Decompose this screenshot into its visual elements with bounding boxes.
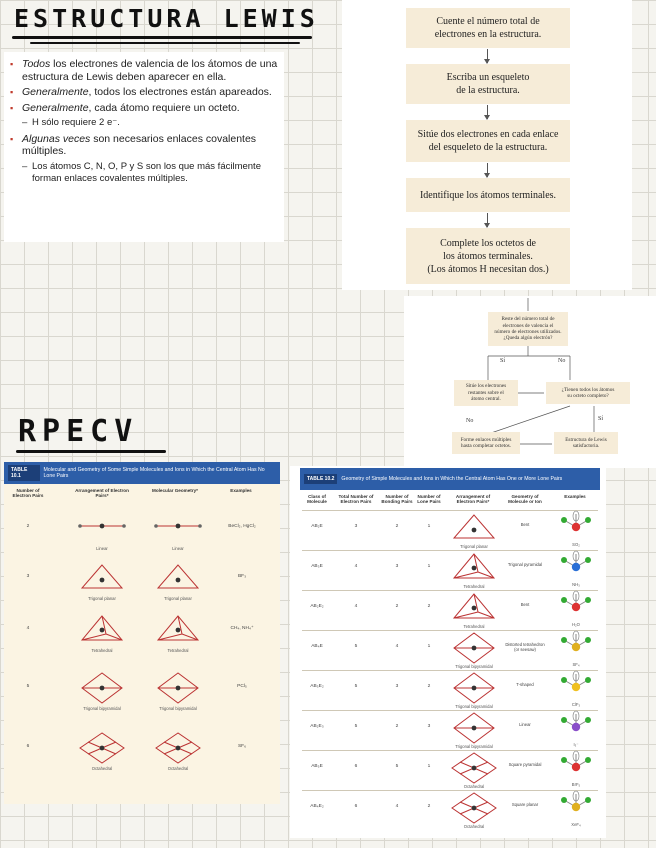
arrangement-label: Octahedral	[463, 784, 485, 789]
class-of-molecule: AB₄E	[311, 644, 323, 649]
column-header: Geometry of Molecule or Ion	[508, 494, 542, 505]
row-divider	[302, 550, 598, 551]
lone-pairs: 1	[427, 644, 431, 649]
lewis-rule-item	[22, 102, 278, 115]
geometry-label: Trigonal planar	[164, 596, 192, 601]
title-underline	[16, 450, 166, 453]
rule-emphasis: Generalmente	[22, 86, 89, 98]
example-formula: XeF₄	[571, 822, 581, 827]
rule-text: los electrones de valencia de los átomos de una estructura de Lewis deben aparecer en ella.	[22, 58, 278, 83]
lewis-rule-item	[22, 58, 278, 83]
lewis-rule-item	[22, 86, 278, 99]
geometry-label: Trigonal pyramidal	[507, 562, 543, 567]
total-pairs: 6	[354, 764, 358, 769]
geometry-diagram-icon	[446, 592, 502, 624]
column-header: Arrangement of Electron Pairs*	[455, 494, 491, 505]
rule-emphasis: Algunas veces	[22, 132, 91, 145]
geometry-diagram-icon	[150, 562, 206, 594]
lewis-rules-card	[4, 52, 284, 242]
rule-text: , todos los electrones están apareados.	[88, 86, 272, 98]
arrangement-label: Trigonal planar	[460, 544, 488, 549]
flow-bottom-right-box: Estructura de Lewis satisfactoria.	[554, 432, 618, 454]
flow-arrow	[487, 49, 488, 63]
ball-and-stick-model-icon	[556, 550, 596, 584]
geometry-diagram-icon	[446, 792, 502, 824]
pair-count: 5	[26, 684, 30, 689]
geometry-label: Square pyramidal	[508, 762, 542, 767]
bonding-pairs: 4	[395, 804, 399, 809]
geometry-label: Trigonal bipyramidal	[159, 706, 197, 711]
bonding-pairs: 2	[395, 524, 399, 529]
geometry-diagram-icon	[446, 512, 502, 544]
column-header: Number of Bonding Pairs	[381, 494, 413, 505]
arrangement-label: Octahedral	[463, 824, 485, 829]
geometry-diagram-icon	[446, 712, 502, 744]
row-divider	[302, 510, 598, 511]
flow-step: Sitúe dos electrones en cada enlace del esqueleto de la estructura.	[406, 120, 570, 162]
column-header: Number of Lone Pairs	[417, 494, 441, 505]
total-pairs: 4	[354, 564, 358, 569]
table-title: Molecular and Geometry of Some Simple Molecules and Ions in Which the Central Atom Has No Lone Pairs	[43, 466, 265, 479]
total-pairs: 5	[354, 684, 358, 689]
flow-label-no: No	[466, 418, 474, 424]
lone-pairs: 2	[427, 604, 431, 609]
class-of-molecule: AB₂E₂	[310, 604, 324, 609]
rule-text: , cada átomo requiere un octeto.	[88, 101, 240, 114]
row-divider	[302, 750, 598, 751]
table-header-bar	[300, 468, 600, 490]
column-header: Molecular Geometry*	[152, 488, 198, 493]
geometry-label: Tetrahedral	[167, 648, 189, 653]
flow-left-box: Sitúe los electrones restantes sobre el átomo central.	[454, 380, 518, 406]
geometry-diagram-icon	[74, 672, 130, 704]
total-pairs: 3	[354, 524, 358, 529]
ball-and-stick-model-icon	[556, 750, 596, 784]
lone-pairs: 1	[427, 564, 431, 569]
column-header: Examples	[230, 488, 252, 493]
bonding-pairs: 3	[395, 684, 399, 689]
geometry-label: Bent	[520, 602, 530, 607]
arrangement-label: Linear	[96, 546, 108, 551]
geometry-diagram-icon	[446, 552, 502, 584]
rule-emphasis: Generalmente	[22, 101, 89, 114]
flow-question-box: Reste del número total de electrones de valencia el número de electrones utilizados. ¿Queda algún electrón?	[488, 312, 568, 346]
flow-arrow	[487, 163, 488, 177]
arrangement-label: Trigonal bipyramidal	[83, 706, 121, 711]
flow-arrow	[487, 105, 488, 119]
ball-and-stick-model-icon	[556, 670, 596, 704]
lewis-flowchart	[342, 0, 632, 290]
column-header: Total Number of Electron Pairs	[338, 494, 374, 505]
class-of-molecule: AB₃E₂	[310, 684, 324, 689]
geometry-label: Linear	[519, 722, 531, 727]
example-formula: H₂O	[572, 622, 580, 627]
example-formula: ClF₃	[571, 702, 581, 707]
lewis-rule-item	[22, 133, 278, 158]
ball-and-stick-model-icon	[556, 710, 596, 744]
examples: BF₃	[237, 574, 247, 579]
row-divider	[302, 790, 598, 791]
flow-bottom-left-box: Forme enlaces múltiples hasta completar octetos.	[452, 432, 520, 454]
bonding-pairs: 2	[395, 604, 399, 609]
class-of-molecule: AB₅E	[311, 764, 323, 769]
class-of-molecule: AB₂E₃	[310, 724, 324, 729]
row-divider	[302, 710, 598, 711]
total-pairs: 5	[354, 724, 358, 729]
geometry-label: Bent	[520, 522, 530, 527]
lone-pairs: 1	[427, 524, 431, 529]
geometry-diagram-icon	[74, 732, 130, 764]
lone-pairs: 2	[427, 804, 431, 809]
class-of-molecule: AB₃E	[311, 564, 323, 569]
lewis-rule-item	[32, 117, 278, 130]
class-of-molecule: AB₄E₂	[310, 804, 324, 809]
geometry-diagram-icon	[150, 512, 206, 544]
arrangement-label: Tetrahedral	[463, 584, 485, 589]
geometry-diagram-icon	[446, 632, 502, 664]
examples: SF₆	[237, 744, 247, 749]
title-underline	[12, 36, 312, 39]
flow-step: Escriba un esqueleto de la estructura.	[406, 64, 570, 104]
arrangement-label: Octahedral	[91, 766, 113, 771]
title-estructura-lewis: ESTRUCTURA LEWIS	[14, 4, 319, 33]
rule-text: H sólo requiere 2 e⁻.	[32, 117, 120, 128]
title-underline	[30, 42, 300, 44]
flow-label-no: No	[558, 358, 566, 364]
total-pairs: 5	[354, 644, 358, 649]
geometry-diagram-icon	[74, 614, 130, 646]
arrangement-label: Tetrahedral	[463, 624, 485, 629]
lewis-rule-item	[32, 161, 278, 186]
pair-count: 4	[26, 626, 30, 631]
pair-count: 6	[26, 744, 30, 749]
arrangement-label: Trigonal bipyramidal	[455, 704, 493, 709]
lewis-rules-list	[4, 58, 284, 186]
lewis-decision-flowchart	[404, 296, 656, 468]
arrangement-label: Trigonal planar	[88, 596, 116, 601]
geometry-diagram-icon	[150, 672, 206, 704]
arrangement-label: Tetrahedral	[91, 648, 113, 653]
example-formula: I₃⁻	[573, 742, 579, 747]
total-pairs: 4	[354, 604, 358, 609]
table-tag: TABLE 10.2	[304, 474, 337, 484]
rule-text: Los átomos C, N, O, P y S son los que más fácilmente forman enlaces covalentes múltiples.	[32, 160, 261, 184]
row-divider	[302, 670, 598, 671]
geometry-label: Square planar	[511, 802, 539, 807]
rule-emphasis: Todos	[22, 58, 51, 70]
total-pairs: 6	[354, 804, 358, 809]
flow-step: Cuente el número total de electrones en la estructura.	[406, 8, 570, 48]
flow-label-yes: Sí	[500, 358, 506, 364]
ball-and-stick-model-icon	[556, 630, 596, 664]
bonding-pairs: 5	[395, 764, 399, 769]
flow-right-box: ¿Tienen todos los átomos su octeto completo?	[546, 382, 630, 404]
examples: BeCl₂, HgCl₂	[228, 524, 256, 529]
title-rpecv: RPECV	[18, 414, 139, 449]
geometry-diagram-icon	[446, 672, 502, 704]
flow-arrow	[487, 213, 488, 227]
column-header: Examples	[564, 494, 586, 499]
geometry-label: Distorted tetrahedron (or seesaw)	[505, 642, 545, 652]
lone-pairs: 1	[427, 764, 431, 769]
examples: CH₄, NH₄⁺	[230, 626, 254, 631]
table-10-2	[290, 466, 606, 838]
table-header-bar	[4, 462, 280, 484]
example-formula: NH₃	[572, 582, 580, 587]
table-title: Geometry of Simple Molecules and Ions in Which the Central Atom Has One or More Lone Pairs	[341, 475, 563, 482]
column-header: Class of Molecule	[307, 494, 327, 505]
geometry-label: Linear	[172, 546, 184, 551]
examples: PCl₅	[237, 684, 247, 689]
arrangement-label: Trigonal bipyramidal	[455, 664, 493, 669]
geometry-diagram-icon	[446, 752, 502, 784]
table-10-1	[4, 462, 280, 804]
geometry-diagram-icon	[74, 512, 130, 544]
arrangement-label: Trigonal bipyramidal	[455, 744, 493, 749]
lone-pairs: 2	[427, 684, 431, 689]
bonding-pairs: 4	[395, 644, 399, 649]
ball-and-stick-model-icon	[556, 790, 596, 824]
column-header: Arrangement of Electron Pairs*	[75, 488, 129, 499]
ball-and-stick-model-icon	[556, 510, 596, 544]
rule-text: son necesarios enlaces covalentes múltiples.	[22, 132, 257, 157]
geometry-diagram-icon	[150, 614, 206, 646]
geometry-diagram-icon	[150, 732, 206, 764]
example-formula: SO₂	[572, 542, 580, 547]
row-divider	[302, 590, 598, 591]
class-of-molecule: AB₂E	[311, 524, 323, 529]
example-formula: SF₄	[572, 662, 580, 667]
pair-count: 2	[26, 524, 30, 529]
geometry-diagram-icon	[74, 562, 130, 594]
table-tag: TABLE 10.1	[8, 465, 40, 481]
example-formula: BrF₅	[571, 782, 581, 787]
column-header: Number of Electron Pairs	[12, 488, 44, 499]
flow-label-yes: Sí	[598, 416, 604, 422]
ball-and-stick-model-icon	[556, 590, 596, 624]
pair-count: 3	[26, 574, 30, 579]
geometry-label: T-shaped	[516, 682, 534, 687]
bonding-pairs: 2	[395, 724, 399, 729]
bonding-pairs: 3	[395, 564, 399, 569]
flow-step: Complete los octetos de los átomos terminales. (Los átomos H necesitan dos.)	[406, 228, 570, 284]
lone-pairs: 3	[427, 724, 431, 729]
geometry-label: Octahedral	[167, 766, 189, 771]
flow-step: Identifique los átomos terminales.	[406, 178, 570, 212]
row-divider	[302, 630, 598, 631]
